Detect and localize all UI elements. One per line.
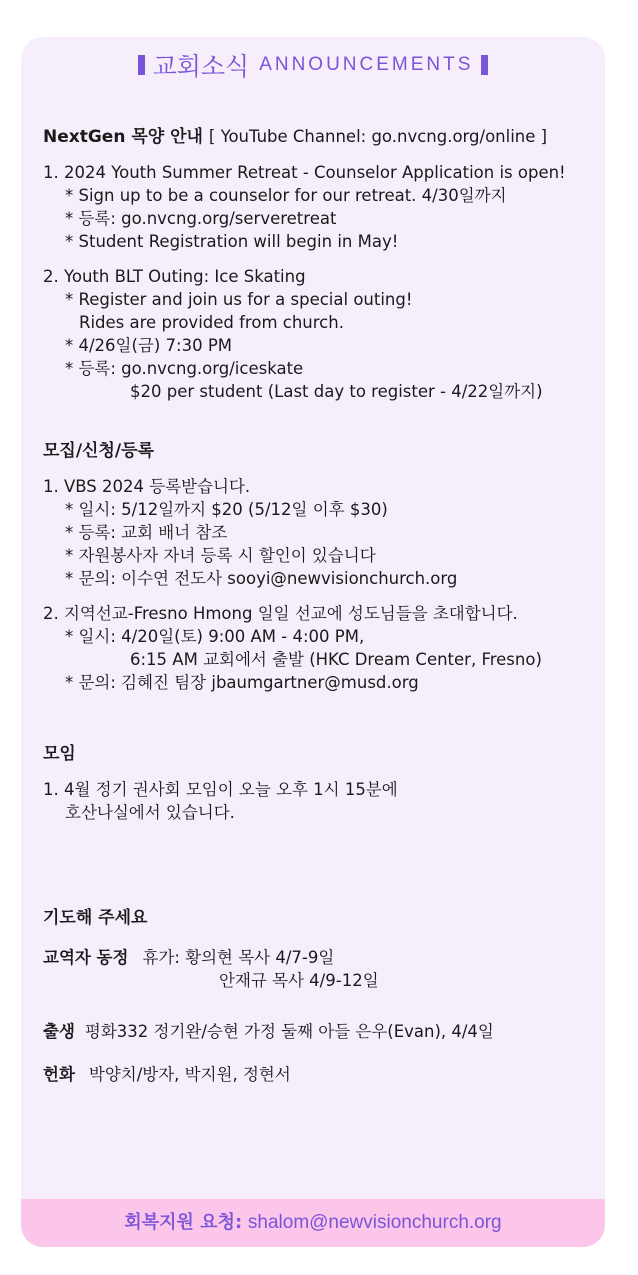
prayer-staff-label: 교역자 동정 bbox=[43, 948, 129, 967]
announcements-card bbox=[21, 37, 605, 1247]
nextgen-item-2-line: * 등록: go.nvcng.org/iceskate bbox=[65, 359, 304, 378]
recruit-item-1-line: * 등록: 교회 배너 참조 bbox=[65, 523, 228, 542]
prayer-flower-label: 헌화 bbox=[43, 1065, 75, 1084]
announcements-content bbox=[43, 125, 599, 1086]
recruit-item-2-line: 6:15 AM 교회에서 출발 (HKC Dream Center, Fresno) bbox=[130, 650, 542, 669]
prayer-staff-line-2: 안재규 목사 4/9-12일 bbox=[219, 971, 379, 990]
prayer-birth-label: 출생 bbox=[43, 1022, 75, 1041]
prayer-flower-text: 박양치/방자, 박지원, 정현서 bbox=[88, 1065, 291, 1084]
recruit-item-1-line: * 자원봉사자 자녀 등록 시 할인이 있습니다 bbox=[65, 546, 376, 565]
recovery-support-label: 회복지원 요청: bbox=[124, 1212, 243, 1233]
meeting-section-title: 모임 bbox=[43, 744, 76, 764]
recruit-item-1-line: * 일시: 5/12일까지 $20 (5/12일 이후 $30) bbox=[65, 500, 388, 519]
prayer-staff-line: 휴가: 황의현 목사 4/7-9일 bbox=[142, 948, 335, 967]
nextgen-item-2-line: $20 per student (Last day to register - 4/22일까지) bbox=[130, 382, 543, 401]
recruit-section-title: 모집/신청/등록 bbox=[43, 441, 154, 461]
nextgen-title: NextGen 목양 안내 bbox=[43, 127, 203, 147]
nextgen-item-1-line: * Student Registration will begin in May! bbox=[65, 232, 399, 251]
header-title-en: ANNOUNCEMENTS bbox=[259, 54, 474, 75]
recruit-item-1-line: * 문의: 이수연 전도사 sooyi@newvisionchurch.org bbox=[65, 569, 458, 588]
recovery-support-email[interactable]: shalom@newvisionchurch.org bbox=[247, 1212, 502, 1233]
nextgen-item-1-line: * 등록: go.nvcng.org/serveretreat bbox=[65, 209, 337, 228]
nextgen-item-1-line: * Sign up to be a counselor for our retreat. 4/30일까지 bbox=[65, 186, 507, 205]
prayer-flower-row bbox=[43, 1063, 599, 1086]
recruit-item-2-line: * 문의: 김혜진 팀장 jbaumgartner@musd.org bbox=[65, 673, 419, 692]
prayer-staff-row bbox=[43, 946, 599, 969]
announcements-header bbox=[21, 47, 605, 87]
nextgen-item-2-line: * 4/26일(금) 7:30 PM bbox=[65, 336, 233, 355]
header-bar-left bbox=[138, 55, 145, 75]
youtube-channel: [ YouTube Channel: go.nvcng.org/online ] bbox=[208, 127, 548, 146]
nextgen-section-title bbox=[43, 125, 599, 149]
recovery-support-footer bbox=[21, 1199, 605, 1247]
meeting-line: 1. 4월 정기 권사회 모임이 오늘 오후 1시 15분에 bbox=[43, 780, 398, 799]
meeting-line: 호산나실에서 있습니다. bbox=[65, 803, 235, 822]
prayer-birth-row bbox=[43, 1020, 599, 1043]
nextgen-item-1-title: 1. 2024 Youth Summer Retreat - Counselor Application is open! bbox=[43, 163, 566, 182]
recruit-item-1-title: 1. VBS 2024 등록받습니다. bbox=[43, 477, 251, 496]
header-bar-right bbox=[481, 55, 488, 75]
header-title-ko: 교회소식 bbox=[152, 52, 250, 81]
prayer-section-title: 기도해 주세요 bbox=[43, 908, 148, 928]
recruit-item-2-title: 2. 지역선교-Fresno Hmong 일일 선교에 성도님들을 초대합니다. bbox=[43, 604, 518, 623]
recruit-item-2-line: * 일시: 4/20일(토) 9:00 AM - 4:00 PM, bbox=[65, 627, 365, 646]
nextgen-item-2-title: 2. Youth BLT Outing: Ice Skating bbox=[43, 267, 306, 286]
prayer-birth-text: 평화332 정기완/승현 가정 둘째 아들 은우(Evan), 4/4일 bbox=[84, 1022, 494, 1041]
nextgen-item-2-line: * Register and join us for a special outing! bbox=[65, 290, 413, 309]
nextgen-item-2-line: Rides are provided from church. bbox=[79, 313, 344, 332]
